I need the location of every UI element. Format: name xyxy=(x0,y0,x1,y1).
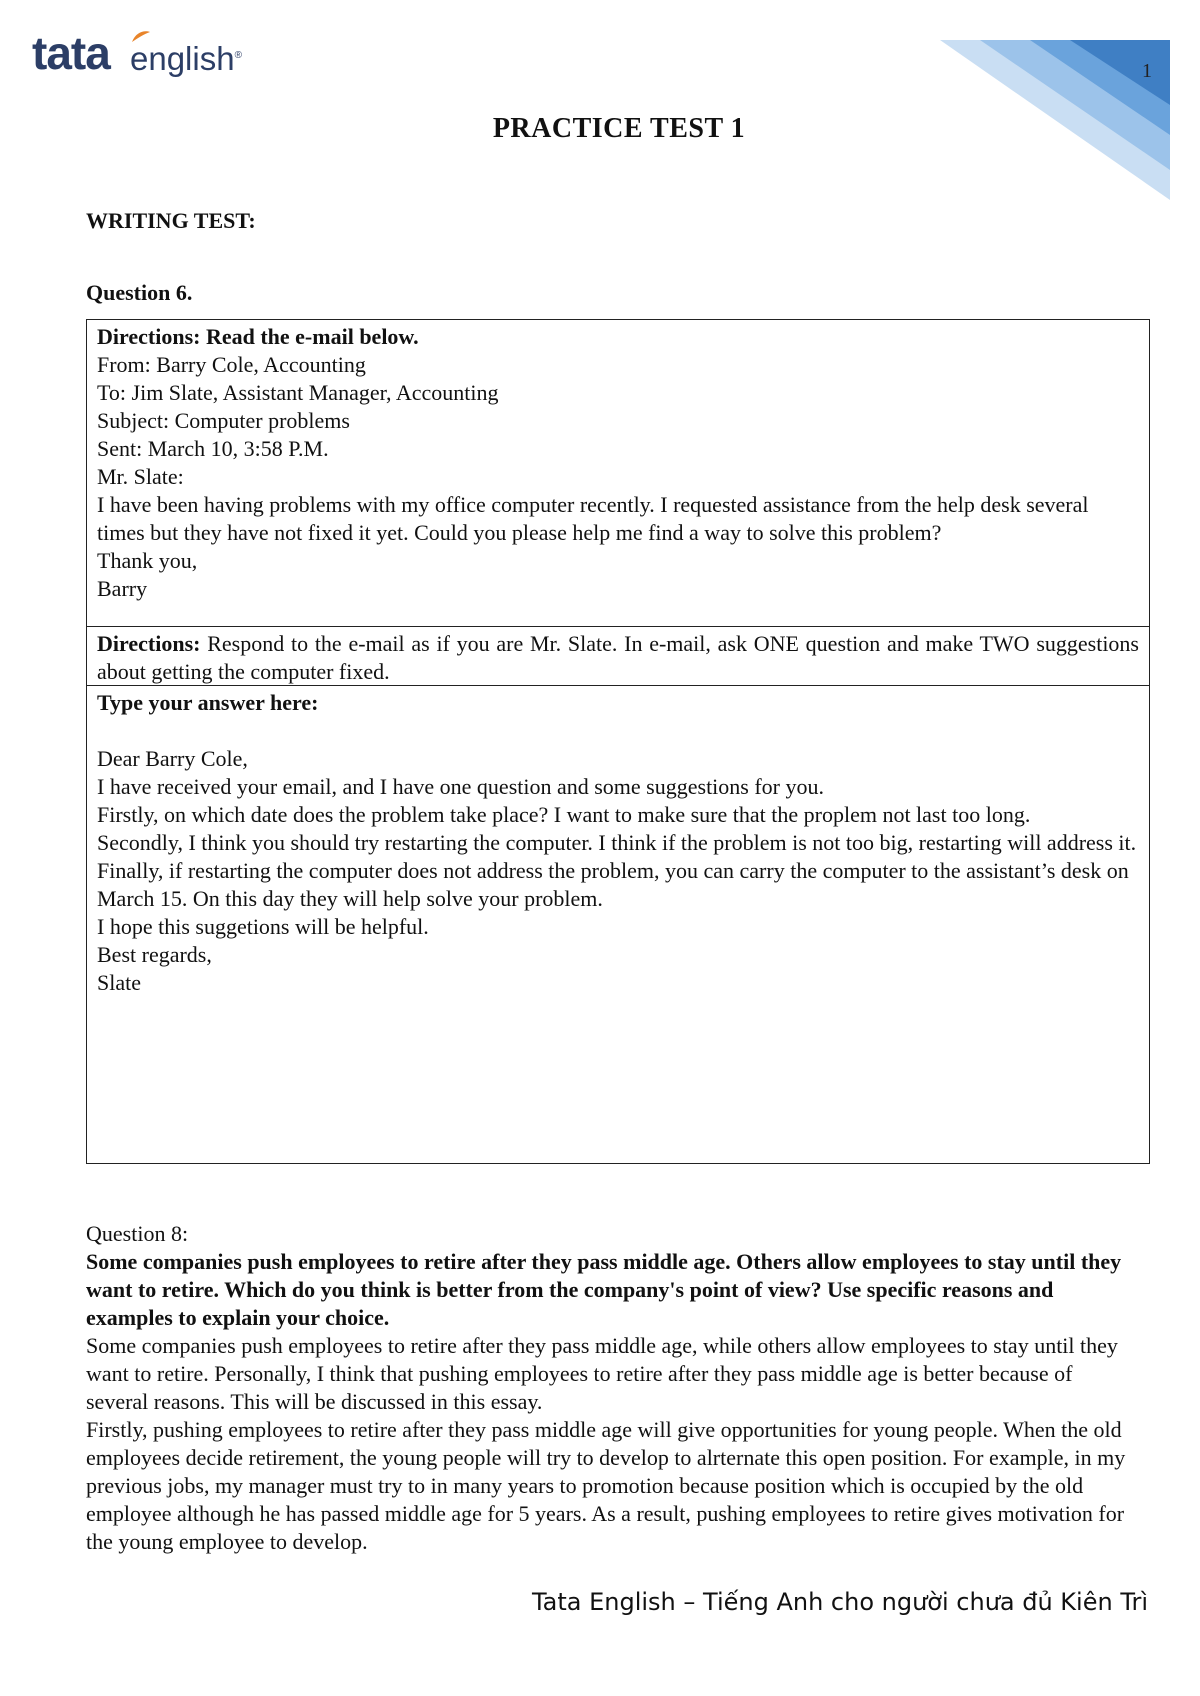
essay-paragraph: Firstly, pushing employees to retire after they pass middle age will give opportunities for young people. When the old employees decide retirement, the young people will try to develop to alrternate this open position. For example, in my previous jobs, my manager must try to in many years to promotion because position which is occupied by the old employee although he has passed middle age for 5 years. As a result, pushing employees to retire gives motivation for the young employee to develop. xyxy=(86,1417,1126,1554)
email-from: From: Barry Cole, Accounting xyxy=(97,352,366,377)
task-directions-label: Directions: xyxy=(97,631,201,656)
email-signature: Barry xyxy=(97,576,148,601)
answer-line: Secondly, I think you should try restarting the computer. I think if the problem is not too big, restarting will address it. xyxy=(97,830,1137,855)
answer-line: Dear Barry Cole, xyxy=(97,746,248,771)
email-subject: Subject: Computer problems xyxy=(97,408,350,433)
answer-line: Slate xyxy=(97,970,141,995)
email-greeting: Mr. Slate: xyxy=(97,464,184,489)
page-title: PRACTICE TEST 1 xyxy=(492,113,746,144)
task-directions xyxy=(97,630,1139,686)
answer-label: Type your answer here: xyxy=(97,690,319,715)
page-footer: Tata English – Tiếng Anh cho người chưa đủ Kiên Trì xyxy=(531,1588,1148,1616)
question-8-label: Question 8: xyxy=(86,1221,189,1246)
answer-line: I hope this suggetions will be helpful. xyxy=(97,914,429,939)
email-closing: Thank you, xyxy=(97,548,198,573)
question-6-label: Question 6. xyxy=(86,280,193,305)
question-8-prompt: Some companies push employees to retire after they pass middle age. Others allow employees to stay until they want to retire. Which do you think is better from the company's point of view? Use specific reasons and examples to explain your choice. xyxy=(86,1249,1122,1330)
writing-test-label: WRITING TEST: xyxy=(86,208,256,233)
answer-line: I have received your email, and I have one question and some suggestions for you. xyxy=(97,774,825,799)
task-directions-box xyxy=(86,626,1150,686)
email-directions: Directions: Read the e-mail below. xyxy=(97,324,419,349)
answer-line: Firstly, on which date does the problem take place? I want to make sure that the proplem not last too long. xyxy=(97,802,1031,827)
essay-paragraph: Some companies push employees to retire after they pass middle age, while others allow employees to stay until they want to retire. Personally, I think that pushing employees to retire after they pass middle age is better because of several reasons. This will be discussed in this essay. xyxy=(86,1333,1118,1414)
email-sent: Sent: March 10, 3:58 P.M. xyxy=(97,436,329,461)
answer-line: Best regards, xyxy=(97,942,212,967)
email-to: To: Jim Slate, Assistant Manager, Accounting xyxy=(97,380,499,405)
logo-main-text: tata xyxy=(32,27,110,79)
email-body: I have been having problems with my office computer recently. I requested assistance from the help desk several times but they have not fixed it yet. Could you please help me find a way to solve this problem? xyxy=(97,492,1089,545)
logo-sub-text: english® xyxy=(130,40,242,77)
task-directions-text: Respond to the e-mail as if you are Mr. Slate. In e-mail, ask ONE question and make TWO suggestions about getting the computer fixed. xyxy=(97,631,1139,684)
question-8-section xyxy=(86,1220,1136,1556)
email-box xyxy=(86,319,1150,627)
answer-box[interactable] xyxy=(86,685,1150,1164)
page-number: 1 xyxy=(1142,60,1152,82)
answer-line: Finally, if restarting the computer does not address the problem, you can carry the computer to the assistant’s desk on March 15. On this day they will help solve your problem. xyxy=(97,858,1129,911)
